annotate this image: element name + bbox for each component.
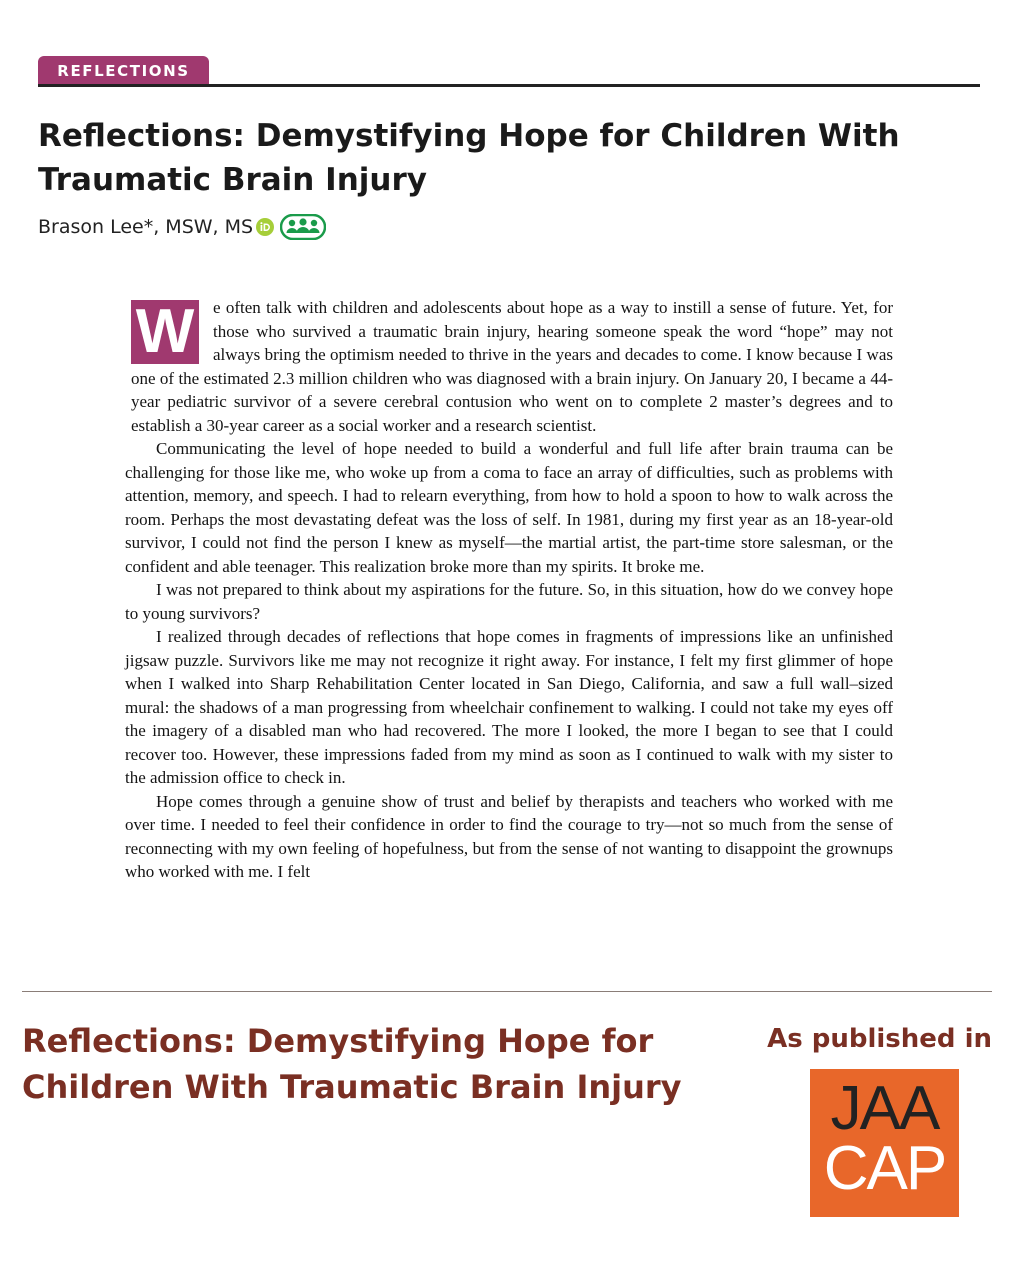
paragraph-1-text: e often talk with children and adolescents about hope as a way to instill a sense of future. Yet, for those who survived a traumatic brain injury, hearing someone speak the word “hope” may not always bring the optimism needed to thrive in the years and decades to come. I know because I was one of the estimated 2.3 million children who was diagnosed with a brain injury. On January 20, I became a 44-year pediatric survivor of a severe cerebral contusion who went on to complete 2 master’s degrees and to establish a 30-year career as a social worker and a research scientist. (131, 298, 893, 435)
paragraph-3: I was not prepared to think about my aspirations for the future. So, in this situation, how do we convey hope to young survivors? (125, 580, 893, 623)
header-divider (38, 84, 980, 87)
article-body (125, 296, 893, 884)
footer-title: Reflections: Demystifying Hope for Children With Traumatic Brain Injury (22, 1022, 682, 1106)
author-line (38, 212, 326, 242)
orcid-icon[interactable] (256, 218, 274, 236)
group-icon (280, 214, 326, 240)
published-label: As published in (767, 1024, 992, 1054)
paragraph-5: Hope comes through a genuine show of trust and belief by therapists and teachers who worked with me over time. I needed to feel their confidence in order to find the courage to try—not so much from the sense of reconnecting with my own feeling of hopefulness, but from the sense of not wanting to disappoint the grownups who worked with me. I felt (125, 791, 893, 881)
author-name: Brason Lee*, MSW, MS (38, 216, 254, 238)
journal-logo-line2: CAP (823, 1134, 946, 1203)
section-tag: REFLECTIONS (38, 56, 209, 86)
paragraph-4: I realized through decades of reflections that hope comes in fragments of impressions like an unfinished jigsaw puzzle. Survivors like me may not recognize it right away. For instance, I felt my first glimmer of hope when I walked into Sharp Rehabilitation Center located in San Diego, California, and saw a full wall–sized mural: the shadows of a man progressing from wheelchair confinement to walking. I could not take my eyes off the imagery of a disabled man who had recovered. The more I looked, the more I began to see that I could recover too. However, these impressions faded from my mind as soon as I continued to walk with my sister to the admission office to check in. (125, 627, 893, 787)
journal-logo-line1: JAA (830, 1074, 939, 1143)
paragraph-1 (125, 296, 893, 437)
drop-cap: W (131, 300, 199, 364)
article-title: Reflections: Demystifying Hope for Children With Traumatic Brain Injury (38, 118, 900, 198)
journal-logo[interactable] (810, 1069, 959, 1217)
footer-divider (22, 991, 992, 992)
paragraph-2: Communicating the level of hope needed to build a wonderful and full life after brain trauma can be challenging for those like me, who woke up from a coma to face an array of difficulties, such as problems with attention, memory, and speech. I had to relearn everything, from how to hold a spoon to how to walk across the room. Perhaps the most devastating defeat was the loss of self. In 1981, during my first year as an 18-year-old survivor, I could not find the person I knew as myself—the martial artist, the part-time store salesman, or the confident and able teenager. This realization broke more than my spirits. It broke me. (125, 439, 893, 576)
